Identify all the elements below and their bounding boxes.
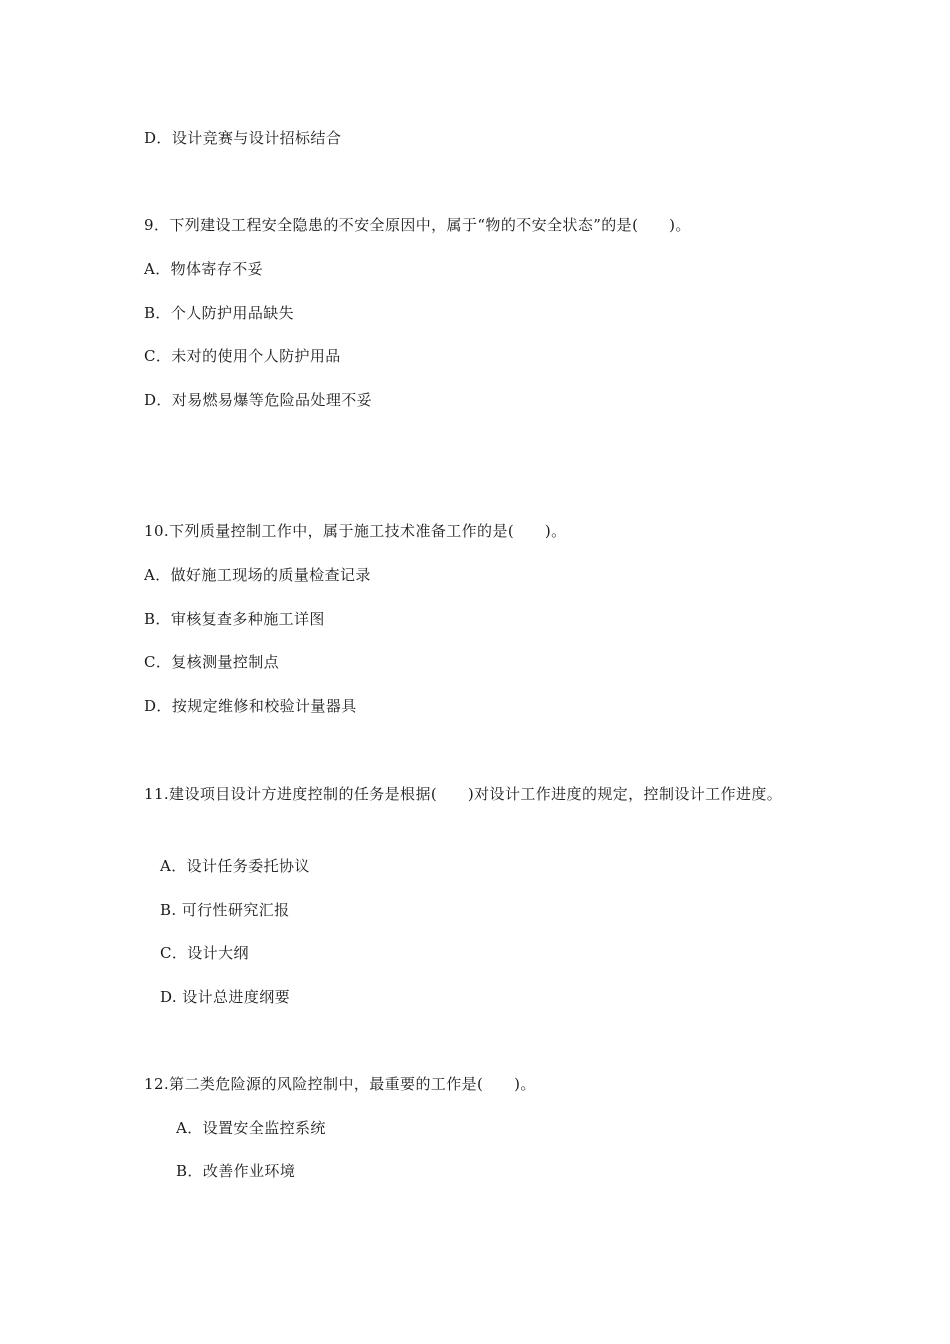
question-10-stem: 10.下列质量控制工作中，属于施工技术准备工作的是( )。 — [144, 522, 567, 540]
question-12-option-b: B．改善作业环境 — [176, 1162, 296, 1180]
question-10-option-b: B．审核复查多种施工详图 — [144, 610, 325, 628]
fragment-option-d: D．设计竞赛与设计招标结合 — [144, 129, 342, 147]
question-11-option-a: A．设计任务委托协议 — [160, 857, 310, 875]
question-10-option-c: C．复核测量控制点 — [144, 653, 280, 671]
question-11-stem: 11.建设项目设计方进度控制的任务是根据( )对设计工作进度的规定，控制设计工作进度。 — [144, 785, 783, 803]
question-9-option-d: D．对易燃易爆等危险品处理不妥 — [144, 391, 373, 409]
question-9-option-b: B．个人防护用品缺失 — [144, 304, 295, 322]
question-12-option-a: A．设置安全监控系统 — [176, 1119, 326, 1137]
question-11-option-b: B. 可行性研究汇报 — [160, 901, 290, 919]
question-10-option-a: A．做好施工现场的质量检查记录 — [144, 566, 371, 584]
question-11-option-d: D. 设计总进度纲要 — [160, 988, 291, 1006]
question-10-option-d: D．按规定维修和校验计量器具 — [144, 697, 357, 715]
question-9-option-c: C．未对的使用个人防护用品 — [144, 347, 341, 365]
question-9-stem: 9．下列建设工程安全隐患的不安全原因中，属于“物的不安全状态”的是( )。 — [144, 216, 691, 234]
question-11-option-c: C．设计大纲 — [160, 944, 249, 962]
question-9-option-a: A．物体寄存不妥 — [144, 260, 264, 278]
question-12-stem: 12.第二类危险源的风险控制中，最重要的工作是( )。 — [144, 1075, 536, 1093]
